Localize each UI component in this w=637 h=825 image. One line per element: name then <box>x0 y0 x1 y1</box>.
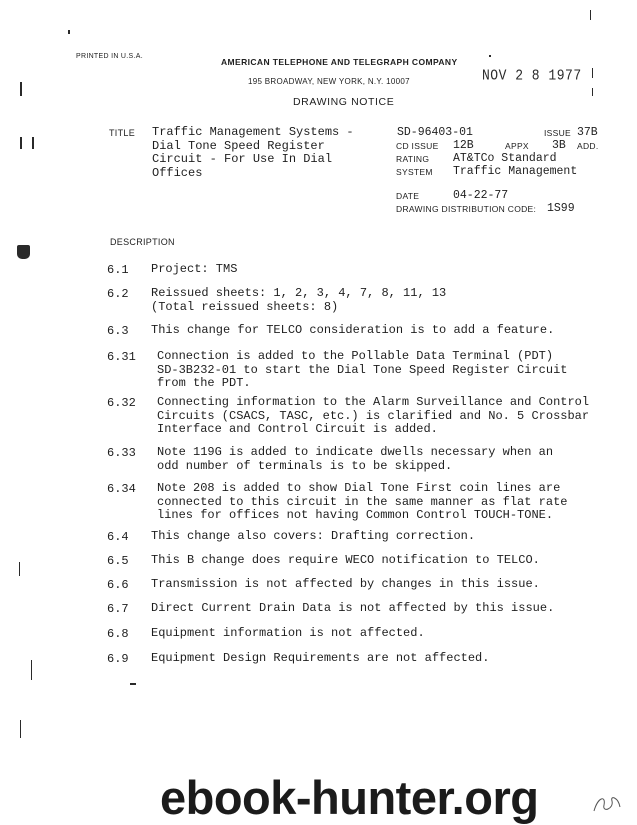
date-label: DATE <box>396 191 420 201</box>
appx-label: APPX <box>505 141 529 151</box>
item-number: 6.5 <box>107 554 129 568</box>
item-number: 6.31 <box>107 350 136 364</box>
system-value: Traffic Management <box>453 165 578 178</box>
margin-mark <box>32 137 34 149</box>
item-line: odd number of terminals is to be skipped. <box>157 458 453 473</box>
item-number: 6.2 <box>107 287 129 301</box>
title-line: Dial Tone Speed Register <box>152 138 325 153</box>
item-line: Interface and Control Circuit is added. <box>157 422 438 436</box>
title-label: TITLE <box>109 128 136 138</box>
item-number: 6.4 <box>107 530 129 544</box>
item-text <box>151 530 475 544</box>
item-text <box>157 396 589 437</box>
item-line: SD-3B232-01 to start the Dial Tone Speed Register Circuit <box>157 362 568 377</box>
margin-mark <box>19 562 20 576</box>
margin-mark <box>130 683 136 685</box>
cd-issue-label: CD ISSUE <box>396 141 439 151</box>
item-line: from the PDT. <box>157 376 251 390</box>
item-line: Note 119G is added to indicate dwells necessary when an <box>157 445 554 459</box>
margin-blot <box>17 245 30 259</box>
company-address: 195 BROADWAY, NEW YORK, N.Y. 10007 <box>248 77 410 86</box>
item-line: Circuits (CSACS, TASC, etc.) is clarified and No. 5 Crossbar <box>157 408 590 423</box>
item-line: This change for TELCO consideration is to add a feature. <box>151 323 555 337</box>
issue-label: ISSUE <box>544 128 572 138</box>
item-line: Reissued sheets: 1, 2, 3, 4, 7, 8, 11, 13 <box>151 286 447 300</box>
item-line: Project: TMS <box>151 262 238 276</box>
title-line: Traffic Management Systems - <box>152 125 354 139</box>
item-text <box>151 602 554 616</box>
item-number: 6.33 <box>107 446 136 460</box>
margin-mark <box>20 720 21 738</box>
item-number: 6.32 <box>107 396 136 410</box>
appx-value: 3B <box>552 139 566 152</box>
item-line: lines for offices not having Common Control TOUCH-TONE. <box>157 508 554 522</box>
item-number: 6.8 <box>107 627 129 641</box>
item-line: This B change does require WECO notification to TELCO. <box>151 553 540 567</box>
margin-mark <box>20 137 22 149</box>
rating-label: RATING <box>396 154 430 164</box>
item-text <box>151 324 554 338</box>
item-line: Equipment Design Requirements are not affected. <box>151 651 490 665</box>
title-text <box>152 126 354 180</box>
rating-value: AT&TCo Standard <box>453 152 557 165</box>
received-date-stamp: NOV 2 8 1977 <box>482 66 582 85</box>
item-number: 6.6 <box>107 578 129 592</box>
item-line: Transmission is not affected by changes in this issue. <box>151 577 540 591</box>
issue-value: 37B <box>577 126 598 139</box>
item-text <box>151 578 540 592</box>
item-text <box>151 652 489 666</box>
item-number: 6.3 <box>107 324 129 338</box>
item-number: 6.34 <box>107 482 136 496</box>
item-line: Note 208 is added to show Dial Tone First coin lines are <box>157 481 561 495</box>
item-number: 6.1 <box>107 263 129 277</box>
item-text <box>157 350 567 391</box>
system-label: SYSTEM <box>396 167 433 177</box>
margin-mark <box>20 82 22 96</box>
item-text <box>157 482 567 523</box>
cd-issue-value: 12B <box>453 139 474 152</box>
item-line: Connection is added to the Pollable Data Terminal (PDT) <box>157 349 554 363</box>
item-number: 6.9 <box>107 652 129 666</box>
item-line: connected to this circuit in the same manner as flat rate <box>157 494 568 509</box>
margin-mark <box>592 88 593 96</box>
margin-mark <box>592 68 593 78</box>
item-text <box>151 287 446 314</box>
signature-scribble <box>588 789 628 819</box>
item-line: This change also covers: Drafting correction. <box>151 529 476 543</box>
item-number: 6.7 <box>107 602 129 616</box>
drawing-number: SD-96403-01 <box>397 126 473 139</box>
add-label: ADD. <box>577 141 599 151</box>
item-line: (Total reissued sheets: 8) <box>151 299 339 314</box>
distribution-code-value: 1S99 <box>547 202 575 215</box>
item-text <box>151 554 540 568</box>
margin-mark <box>31 660 32 680</box>
company-name: AMERICAN TELEPHONE AND TELEGRAPH COMPANY <box>221 57 458 67</box>
item-line: Connecting information to the Alarm Surveillance and Control <box>157 395 590 409</box>
description-heading: DESCRIPTION <box>110 237 175 247</box>
distribution-code-label: DRAWING DISTRIBUTION CODE: <box>396 204 537 214</box>
item-text <box>157 446 553 473</box>
margin-mark <box>489 55 491 57</box>
item-line: Equipment information is not affected. <box>151 626 425 640</box>
title-line: Offices <box>152 165 203 180</box>
margin-mark <box>68 30 70 34</box>
margin-mark <box>590 10 591 20</box>
item-text <box>151 627 425 641</box>
date-value: 04-22-77 <box>453 189 509 202</box>
item-line: Direct Current Drain Data is not affected by this issue. <box>151 601 555 615</box>
watermark: ebook-hunter.org <box>160 771 539 824</box>
title-line: Circuit - For Use In Dial <box>152 152 333 166</box>
notice-title: DRAWING NOTICE <box>293 96 395 108</box>
printed-in-usa: PRINTED IN U.S.A. <box>76 53 143 60</box>
item-text <box>151 263 237 277</box>
